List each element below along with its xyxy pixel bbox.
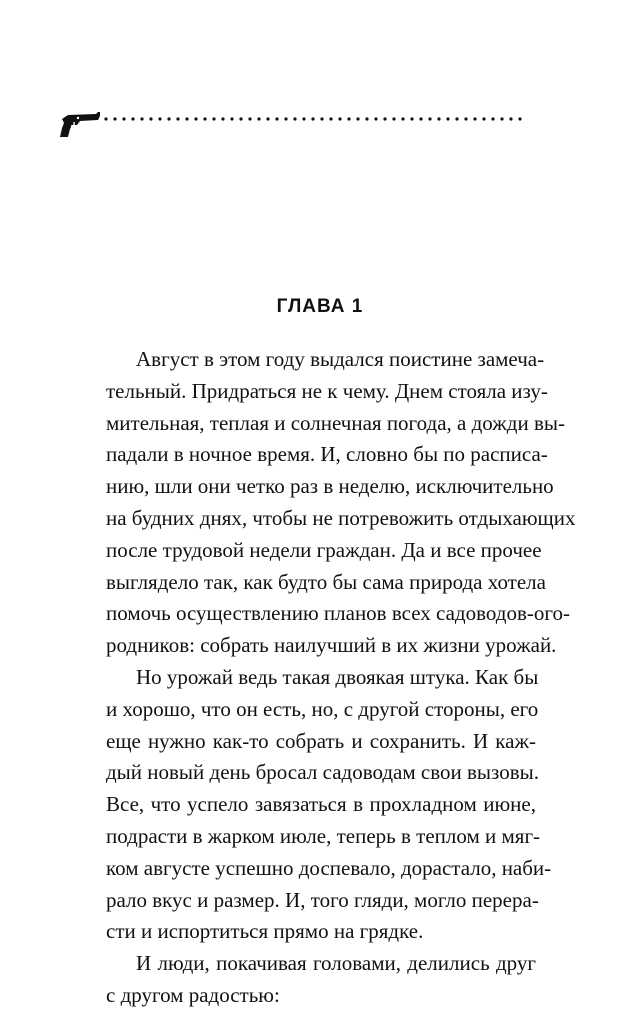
text-line: сти и испортиться прямо на грядке.	[106, 919, 424, 944]
paragraph-1	[76, 344, 576, 662]
text-line: нию, шли они четко раз в неделю, исключительно	[106, 474, 554, 499]
text-line: дый новый день бросал садоводам свои вызовы.	[106, 760, 539, 785]
text-line: выглядело так, как будто бы сама природа хотела	[106, 569, 546, 594]
text-line: рало вкус и размер. И, того гляди, могло перера-	[106, 887, 539, 912]
text-line: Но урожай ведь такая двоякая штука. Как бы	[136, 664, 539, 689]
chapter-ornament	[58, 104, 538, 140]
text-line: помочь осуществлению планов всех садоводов-ого-	[106, 601, 570, 626]
text-line: после трудовой недели граждан. Да и все прочее	[106, 537, 542, 562]
text-line: еще нужно как-то собрать и сохранить. И каж-	[106, 728, 536, 753]
dotted-rule	[104, 115, 534, 123]
text-line: И люди, покачивая головами, делились друг	[136, 951, 536, 976]
text-line: падали в ночное время. И, словно бы по расписа-	[106, 442, 548, 467]
text-line: родников: собрать наилучший в их жизни урожай.	[106, 633, 557, 658]
text-line: ком августе успешно доспевало, дорастало, наби-	[106, 855, 552, 880]
text-line: Все, что успело завязаться в прохладном июне,	[106, 792, 536, 817]
text-line: подрасти в жарком июле, теперь в теплом и мяг-	[106, 823, 541, 848]
chapter-text	[76, 344, 576, 1012]
chapter-title: ГЛАВА 1	[276, 296, 364, 317]
text-line: Август в этом году выдался поистине замеча-	[136, 347, 545, 371]
text-line: и хорошо, что он есть, но, с другой стороны, его	[106, 696, 539, 721]
text-line: мительная, теплая и солнечная погода, а дожди вы-	[106, 410, 565, 435]
text-line: тельный. Придраться не к чему. Днем стояла изу-	[106, 378, 548, 403]
pistol-icon	[58, 110, 102, 138]
text-line: с другом радостью:	[106, 982, 280, 1007]
text-line: на будних днях, чтобы не потревожить отдыхающих	[106, 505, 576, 530]
paragraph-2	[76, 662, 552, 948]
paragraph-3	[76, 948, 536, 1012]
